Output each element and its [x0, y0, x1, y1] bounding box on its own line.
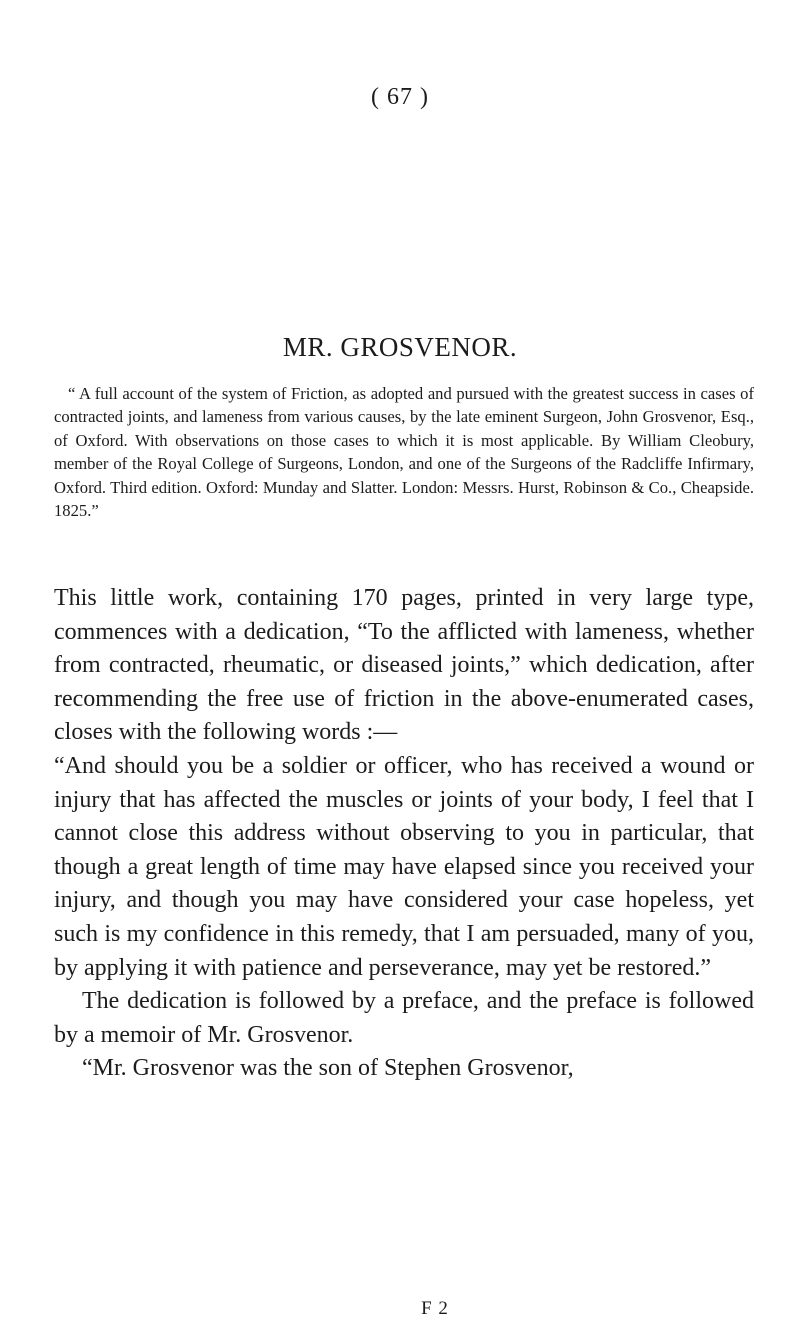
paragraph: This little work, containing 170 pages, printed in very large type, commences with a dedication, “To the afflicted with lameness, whether from contracted, rheumatic, or diseased joints,” which dedication, after recommending the free use of friction in the above-enumerated cases, closes with the following words :—: [54, 585, 754, 746]
book-citation: [54, 382, 754, 522]
body-text: [54, 582, 754, 1086]
paragraph: “And should you be a soldier or officer, who has received a wound or injury that has affected the muscles or joints of your body, I feel that I cannot close this address without observing to you in particular, that though a great length of time may have elapsed since you received your injury, and though you may have considered your case hopeless, yet such is my confidence in this remedy, that I am persuaded, many of you, by applying it with patience and perseverance, may yet be restored.”: [54, 752, 754, 981]
signature-mark: F 2: [421, 1298, 449, 1319]
section-heading: MR. GROSVENOR.: [282, 332, 518, 362]
paragraph: The dedication is followed by a preface, and the preface is followed by a memoir of Mr. Grosvenor.: [54, 988, 754, 1048]
citation-text: “ A full account of the system of Friction, as adopted and pursued with the greatest success in cases of contracted joints, and lameness from various causes, by the late eminent Surgeon, John Grosvenor, Esq., of Oxford. With observations on those cases to which it is most applicable. By William Cleobury, member of the Royal College of Surgeons, London, and one of the Surgeons of the Radcliffe Infirmary, Oxford. Third edition. Oxford: Munday and Slatter. London: Messrs. Hurst, Robinson & Co., Cheapside. 1825.”: [54, 384, 754, 521]
page-number: ( 67 ): [371, 84, 429, 110]
paragraph: “Mr. Grosvenor was the son of Stephen Grosvenor,: [82, 1055, 574, 1082]
